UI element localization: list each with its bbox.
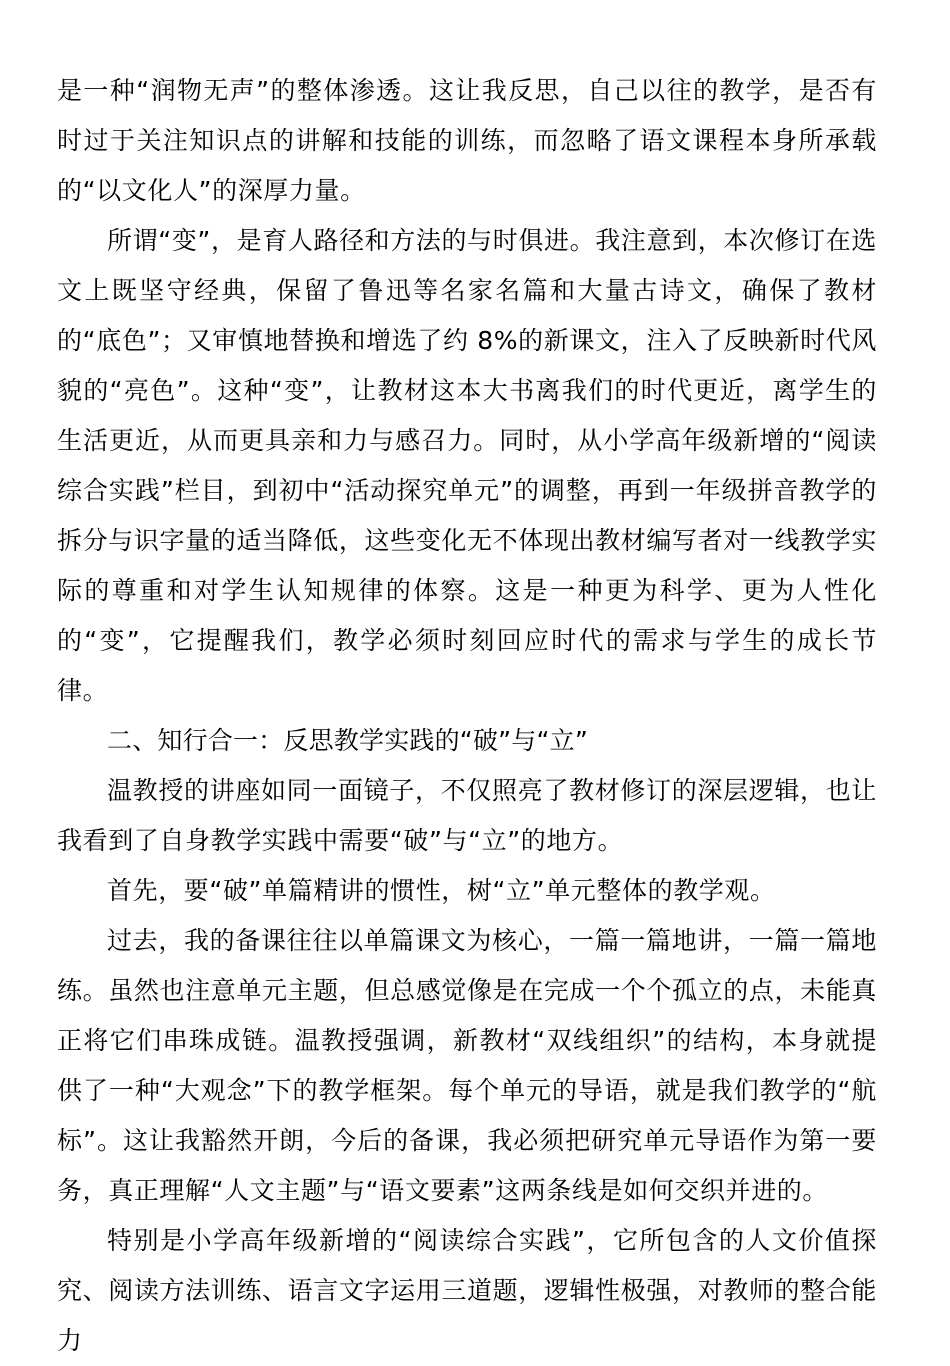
paragraph-change: 所谓“变”，是育人路径和方法的与时俱进。我注意到，本次修订在选文上既坚守经典，保留了鲁迅等名家名篇和大量古诗文，确保了教材的“底色”；又审慎地替换和增选了约 8%的新课文，注入了反映新时代风貌的“亮色”。这种“变”，让教材这本大书离我们的时代更近，离学生的生活更近，从而更具亲和力与感召力。同时，从小学高年级新增的“阅读综合实践”栏目，到初中“活动探究单元”的调整，再到一年级拼音教学的拆分与识字量的适当降低，这些变化无不体现出教材编写者对一线教学实际的尊重和对学生认知规律的体察。这是一种更为科学、更为人性化的“变”，它提醒我们，教学必须时刻回应时代的需求与学生的成长节律。: [57, 226, 877, 705]
paragraph-mirror: 温教授的讲座如同一面镜子，不仅照亮了教材修订的深层逻辑，也让我看到了自身教学实践中需要“破”与“立”的地方。: [57, 776, 877, 855]
paragraph-continuation: 是一种“润物无声”的整体渗透。这让我反思，自己以往的教学，是否有时过于关注知识点的讲解和技能的训练，而忽略了语文课程本身所承载的“以文化人”的深厚力量。: [57, 76, 877, 205]
document-page: [57, 66, 877, 1366]
paragraph-reading-practice: 特别是小学高年级新增的“阅读综合实践”，它所包含的人文价值探究、阅读方法训练、语言文字运用三道题，逻辑性极强，对教师的整合能力: [57, 1226, 877, 1355]
paragraph-past-practice: 过去，我的备课往往以单篇课文为核心，一篇一篇地讲，一篇一篇地练。虽然也注意单元主题，但总感觉像是在完成一个个孤立的点，未能真正将它们串珠成链。温教授强调，新教材“双线组织”的结构，本身就提供了一种“大观念”下的教学框架。每个单元的导语，就是我们教学的“航标”。这让我豁然开朗，今后的备课，我必须把研究单元导语作为第一要务，真正理解“人文主题”与“语文要素”这两条线是如何交织并进的。: [57, 926, 877, 1205]
paragraph-first-point: 首先，要“破”单篇精讲的惯性，树“立”单元整体的教学观。: [107, 876, 776, 905]
section-heading: 二、知行合一：反思教学实践的“破”与“立”: [107, 726, 589, 755]
